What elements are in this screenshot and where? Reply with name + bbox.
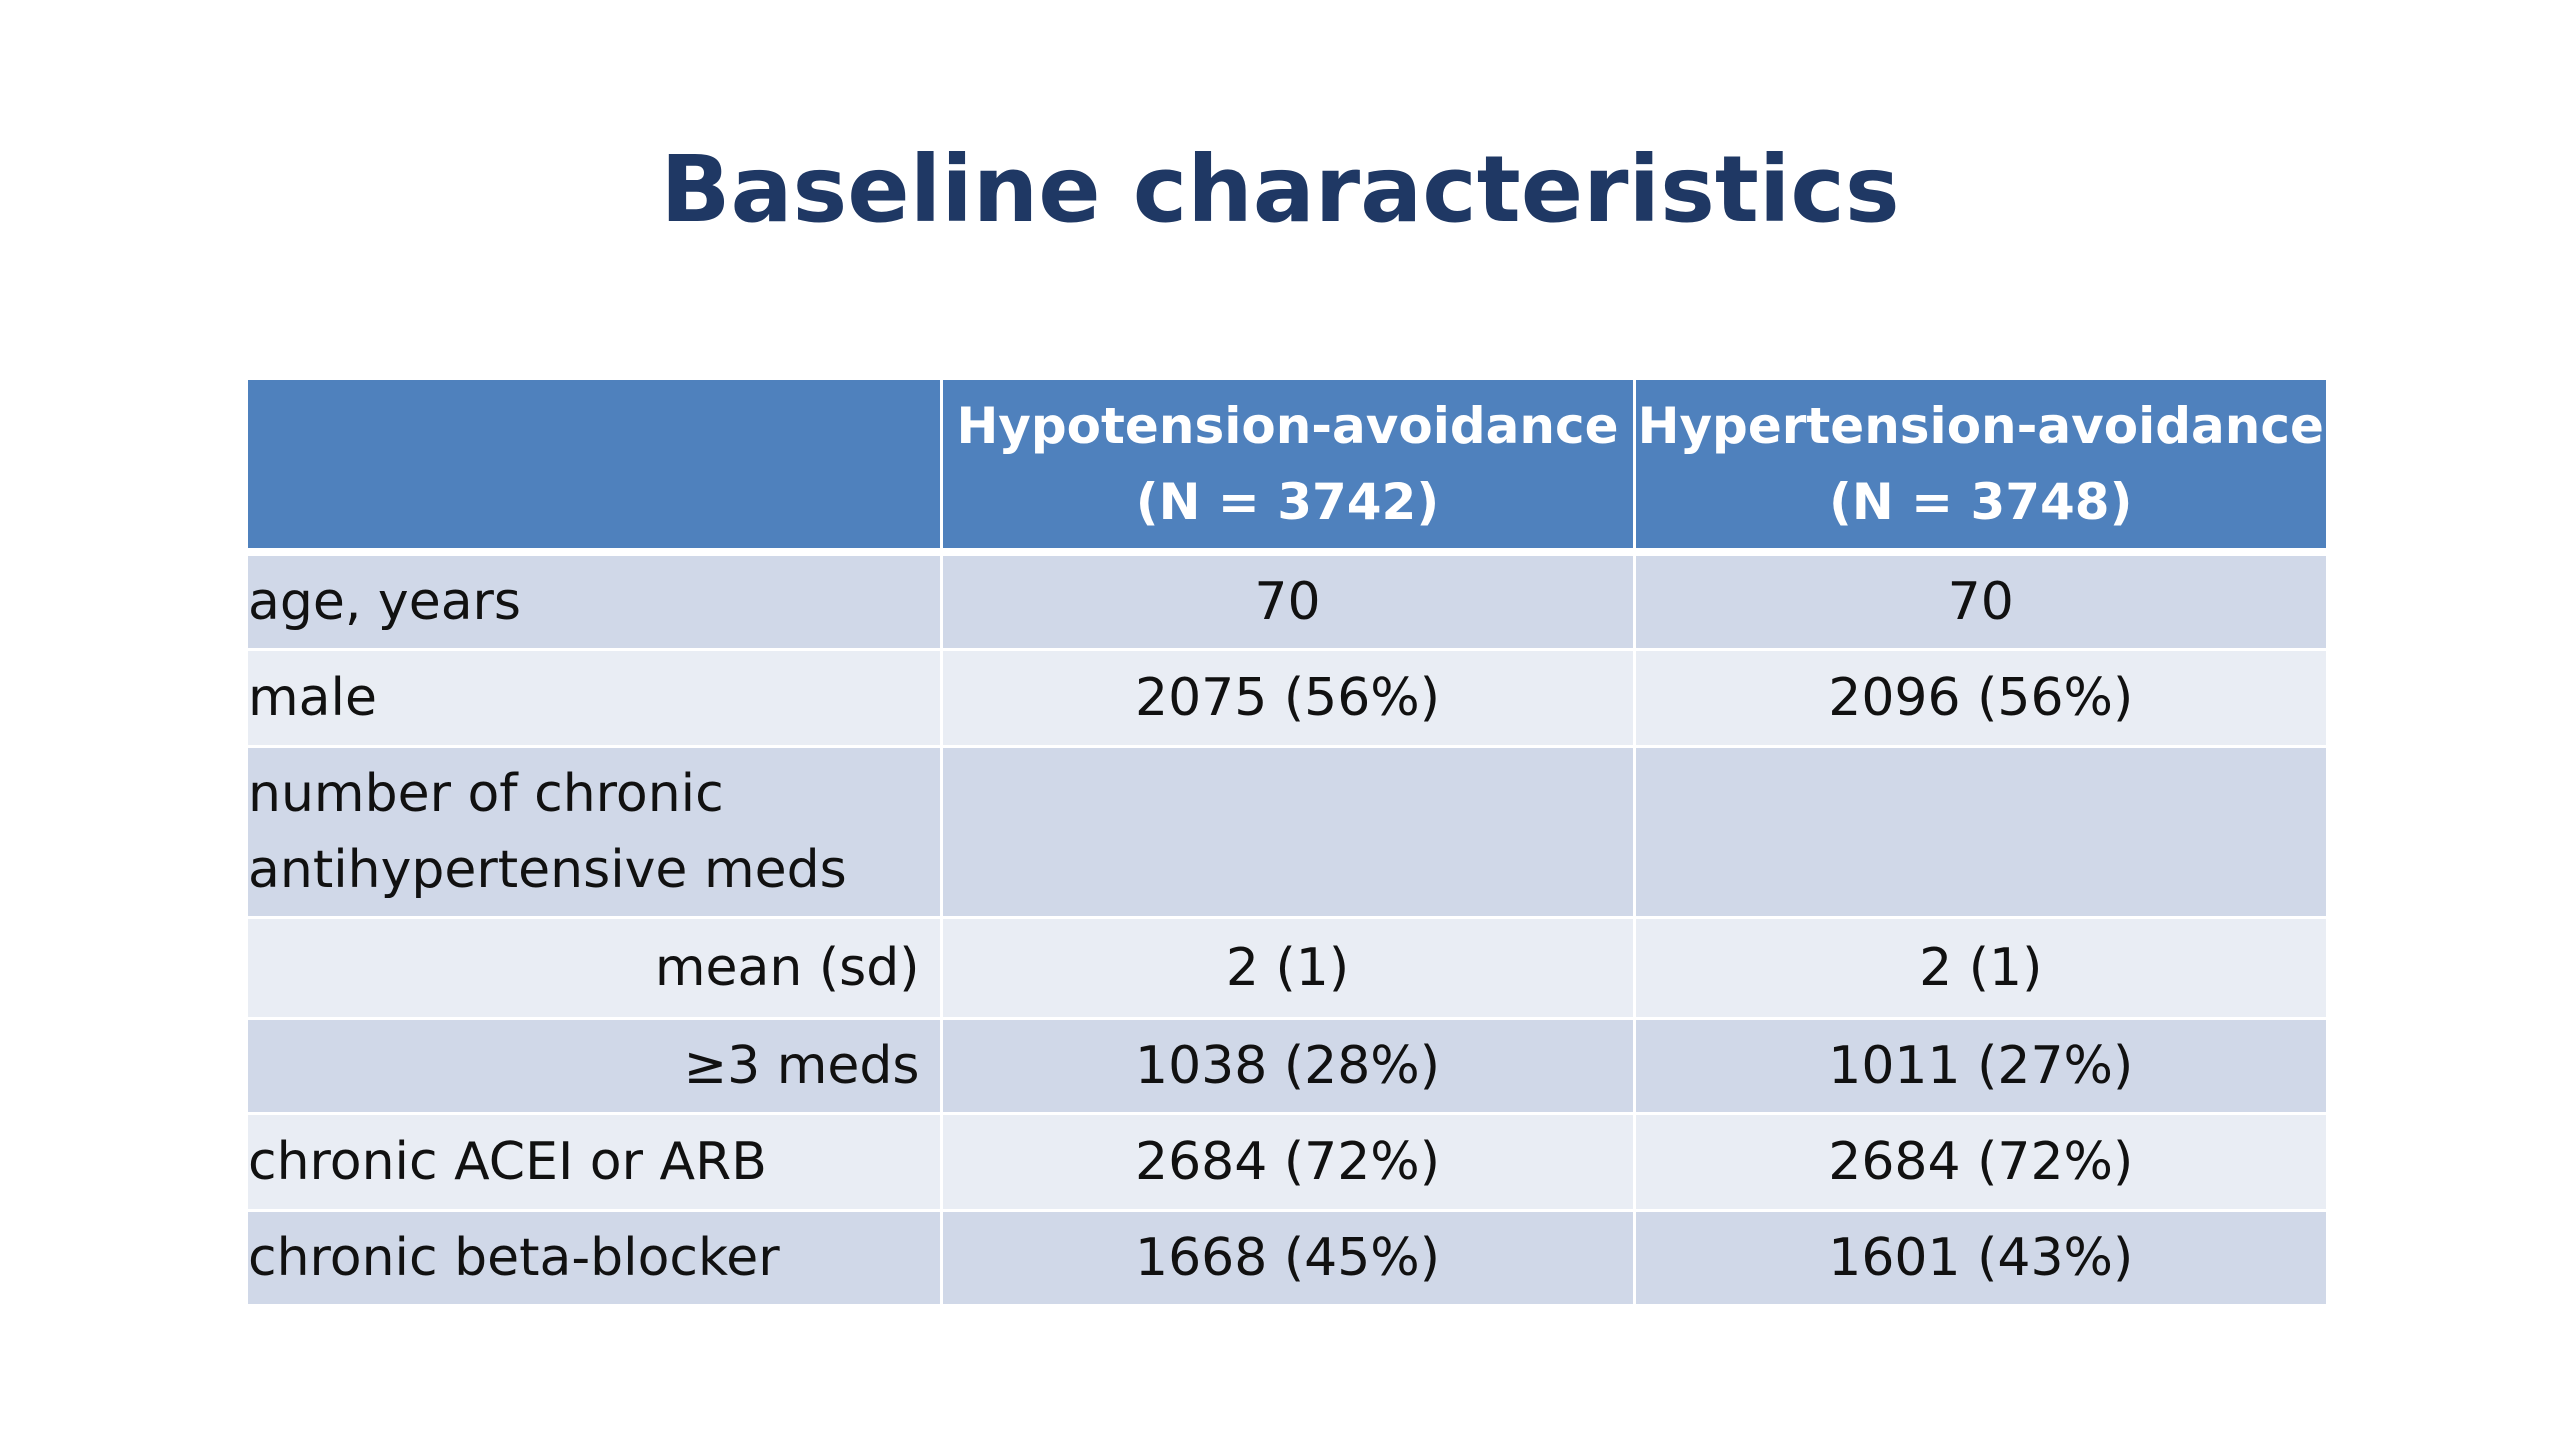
table-row-male — [248, 650, 2326, 747]
header-hypotension-n: (N = 3742) — [1135, 473, 1440, 531]
table-row-num-meds — [248, 747, 2326, 918]
row-label: mean (sd) — [248, 918, 941, 1019]
hypotension-value — [941, 747, 1634, 918]
slide-title: Baseline characteristics — [660, 136, 1900, 243]
row-label: chronic ACEI or ARB — [248, 1114, 941, 1211]
row-label-line1: number of chronic — [248, 764, 724, 824]
row-label: ≥3 meds — [248, 1019, 941, 1114]
hypotension-value: 1038 (28%) — [941, 1019, 1634, 1114]
hypotension-value: 2684 (72%) — [941, 1114, 1634, 1211]
table-row-age — [248, 552, 2326, 650]
table-row-acei-arb — [248, 1114, 2326, 1211]
hypertension-value: 70 — [1634, 552, 2326, 650]
hypotension-value: 1668 (45%) — [941, 1211, 1634, 1306]
hypertension-value: 2 (1) — [1634, 918, 2326, 1019]
row-label — [248, 747, 941, 918]
table-row-beta-blocker — [248, 1211, 2326, 1306]
hypotension-value: 70 — [941, 552, 1634, 650]
hypotension-value: 2075 (56%) — [941, 650, 1634, 747]
row-label: male — [248, 650, 941, 747]
header-hypotension-name: Hypotension-avoidance — [956, 397, 1619, 455]
table-header-row — [248, 380, 2326, 552]
table-row-mean-sd — [248, 918, 2326, 1019]
row-label: age, years — [248, 552, 941, 650]
header-hypertension-avoidance — [1634, 380, 2326, 552]
hypertension-value: 1601 (43%) — [1634, 1211, 2326, 1306]
hypertension-value: 2096 (56%) — [1634, 650, 2326, 747]
hypertension-value — [1634, 747, 2326, 918]
header-hypotension-avoidance — [941, 380, 1634, 552]
header-hypertension-name: Hypertension-avoidance — [1637, 397, 2324, 455]
table-row-3plus-meds — [248, 1019, 2326, 1114]
hypotension-value: 2 (1) — [941, 918, 1634, 1019]
header-hypertension-n: (N = 3748) — [1829, 473, 2133, 531]
baseline-characteristics-table — [248, 380, 2326, 1307]
header-empty-cell — [248, 380, 941, 552]
hypertension-value: 1011 (27%) — [1634, 1019, 2326, 1114]
row-label-line2: antihypertensive meds — [248, 840, 847, 900]
hypertension-value: 2684 (72%) — [1634, 1114, 2326, 1211]
row-label: chronic beta-blocker — [248, 1211, 941, 1306]
